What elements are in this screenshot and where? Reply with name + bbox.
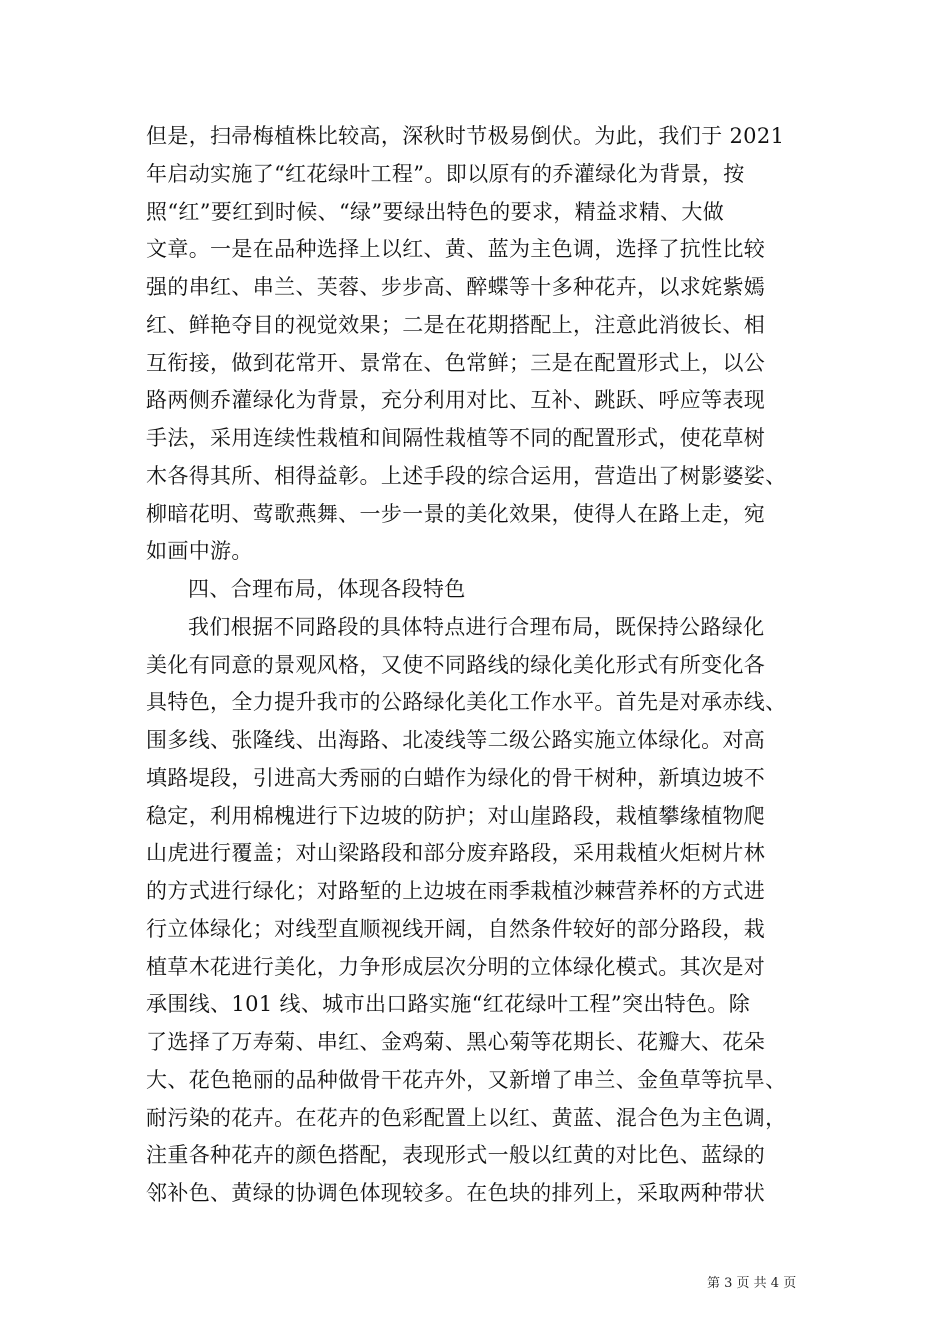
text-line: 照“红”要红到时候、“绿”要绿出特色的要求，精益求精、大做: [146, 199, 725, 224]
text-line: 年启动实施了“红花绿叶工程”。即以原有的乔灌绿化为背景，按: [146, 161, 745, 186]
text-line: 行立体绿化；对线型直顺视线开阔，自然条件较好的部分路段，栽: [146, 916, 766, 941]
heading-line: 四、合理布局，体现各段特色: [188, 577, 466, 601]
text-line: 互衔接，做到花常开、景常在、色常鲜；三是在配置形式上，以公: [146, 350, 766, 375]
text-line: 了选择了万寿菊、串红、金鸡菊、黑心菊等花期长、花瓣大、花朵: [146, 1030, 766, 1054]
text-line: 但是，扫帚梅植株比较高，深秋时节极易倒伏。为此，我们于 2021: [146, 124, 785, 148]
text-line: 美化有同意的景观风格，又使不同路线的绿化美化形式有所变化各: [146, 652, 766, 677]
page-number: 第 3 页 共 4 页: [707, 1276, 797, 1291]
text-line: 如画中游。: [146, 539, 253, 564]
section-heading: [146, 571, 818, 609]
text-line: 柳暗花明、莺歌燕舞、一步一景的美化效果，使得人在路上走，宛: [146, 501, 766, 526]
paragraph-1: [146, 118, 818, 571]
text-line: 的方式进行绿化；对路堑的上边坡在雨季栽植沙棘营养杯的方式进: [146, 879, 766, 903]
document-body: [146, 118, 818, 1213]
text-line: 路两侧乔灌绿化为背景，充分利用对比、互补、跳跃、呼应等表现: [146, 388, 766, 413]
text-line: 注重各种花卉的颜色搭配，表现形式一般以红黄的对比色、蓝绿的: [146, 1143, 766, 1168]
text-line: 植草木花进行美化，力争形成层次分明的立体绿化模式。其次是对: [146, 954, 766, 979]
text-line: 具特色，全力提升我市的公路绿化美化工作水平。首先是对承赤线、: [146, 690, 787, 715]
text-line: 山虎进行覆盖；对山梁路段和部分废弃路段，采用栽植火炬树片林: [146, 841, 766, 866]
text-line: 手法，采用连续性栽植和间隔性栽植等不同的配置形式，使花草树: [146, 426, 766, 450]
text-line: 红、鲜艳夺目的视觉效果；二是在花期搭配上，注意此消彼长、相: [146, 312, 766, 337]
text-line: 文章。一是在品种选择上以红、黄、蓝为主色调，选择了抗性比较: [146, 237, 766, 262]
text-line: 填路堤段，引进高大秀丽的白蜡作为绿化的骨干树种，新填边坡不: [146, 765, 766, 790]
text-line: 木各得其所、相得益彰。上述手段的综合运用，营造出了树影婆娑、: [146, 463, 787, 488]
text-line: 承围线、101 线、城市出口路实施“红花绿叶工程”突出特色。除: [146, 992, 751, 1017]
text-line: 耐污染的花卉。在花卉的色彩配置上以红、黄蓝、混合色为主色调，: [146, 1105, 787, 1130]
text-line: 稳定，利用棉槐进行下边坡的防护；对山崖路段，栽植攀缘植物爬: [146, 803, 766, 828]
text-line: 围多线、张隆线、出海路、北凌线等二级公路实施立体绿化。对高: [146, 728, 766, 752]
text-line: 我们根据不同路段的具体特点进行合理布局，既保持公路绿化: [188, 614, 765, 639]
text-line: 强的串红、串兰、芙蓉、步步高、醉蝶等十多种花卉，以求姹紫嫣: [146, 275, 766, 299]
text-line: 邻补色、黄绿的协调色体现较多。在色块的排列上，采取两种带状: [146, 1181, 766, 1205]
text-line: 大、花色艳丽的品种做骨干花卉外，又新增了串兰、金鱼草等抗旱、: [146, 1067, 787, 1092]
paragraph-2: [146, 609, 818, 1213]
